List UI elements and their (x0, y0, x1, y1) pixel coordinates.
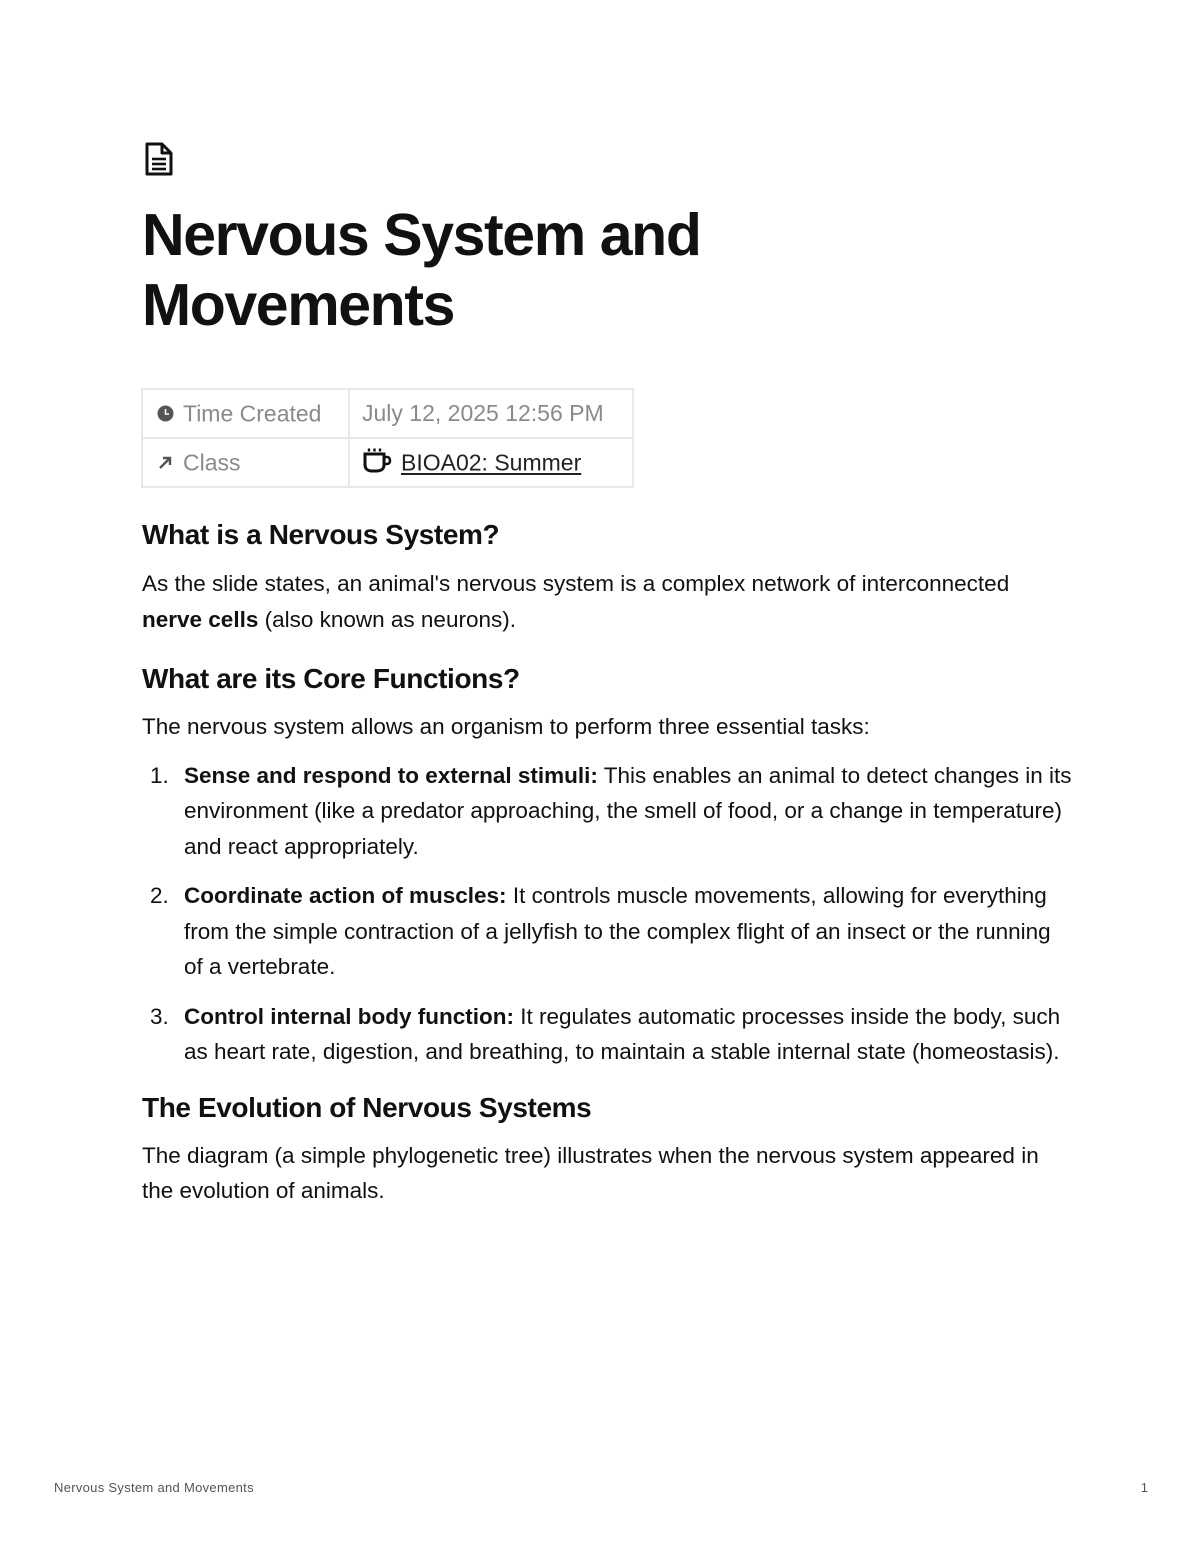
list-item-bold: Sense and respond to external stimuli: (184, 762, 598, 788)
list-number: 2. (150, 883, 169, 908)
list-item-text: It regulates automatic processes inside the body, such as heart rate, digestion, and breathing, to maintain a stable internal state (homeostasis). (184, 1003, 1061, 1064)
list-item-bold: Coordinate action of muscles: (184, 883, 507, 908)
property-key (142, 389, 349, 438)
relation-arrow-icon (157, 450, 174, 477)
heading-evolution: The Evolution of Nervous Systems (142, 1091, 592, 1123)
list-item-text: It controls muscle movements, allowing for everything from the simple contraction of a jellyfish to the complex flight of an insect or the running of a vertebrate. (184, 883, 1051, 979)
footer-page-number: 1 (1140, 1480, 1148, 1495)
list-number: 1. (150, 762, 169, 788)
page-content (142, 514, 1072, 1209)
property-row-time-created (142, 389, 633, 438)
property-value-class (349, 438, 633, 487)
list-item (142, 999, 1072, 1070)
list-number: 3. (150, 1003, 169, 1029)
clock-icon (157, 401, 174, 428)
heading-core-functions: What are its Core Functions? (142, 663, 520, 694)
class-link[interactable]: BIOA02: Summer (401, 449, 582, 475)
text-span: As the slide states, an animal's nervous system is a complex network of interconnected (142, 571, 1010, 596)
properties-table (141, 388, 634, 488)
footer-title: Nervous System and Movements (54, 1480, 254, 1495)
property-value-time-created: July 12, 2025 12:56 PM (349, 389, 633, 438)
page-title: Nervous System and Movements (142, 202, 701, 338)
property-key-label: Time Created (183, 400, 322, 427)
heading-what-is-nervous-system: What is a Nervous System? (142, 519, 500, 550)
numbered-list (142, 758, 1072, 1070)
paragraph-core-functions-intro: The nervous system allows an organism to perform three essential tasks: (142, 714, 870, 739)
cup-icon (362, 447, 392, 479)
text-span: (also known as neurons). (258, 606, 516, 632)
paragraph-nervous-system-definition (142, 566, 1072, 637)
property-row-class (142, 438, 633, 487)
list-item (142, 878, 1072, 985)
document-icon (144, 142, 174, 176)
list-item-bold: Control internal body function: (184, 1003, 514, 1029)
property-key (142, 438, 349, 487)
bold-term: nerve cells (142, 606, 259, 632)
list-item-text: This enables an animal to detect changes in its environment (like a predator approaching, the smell of food, or a change in temperature) and react appropriately. (184, 762, 1072, 859)
list-item (142, 758, 1072, 865)
paragraph-evolution: The diagram (a simple phylogenetic tree) illustrates when the nervous system appeared in the evolution of animals. (142, 1142, 1039, 1203)
property-key-label: Class (183, 449, 241, 476)
